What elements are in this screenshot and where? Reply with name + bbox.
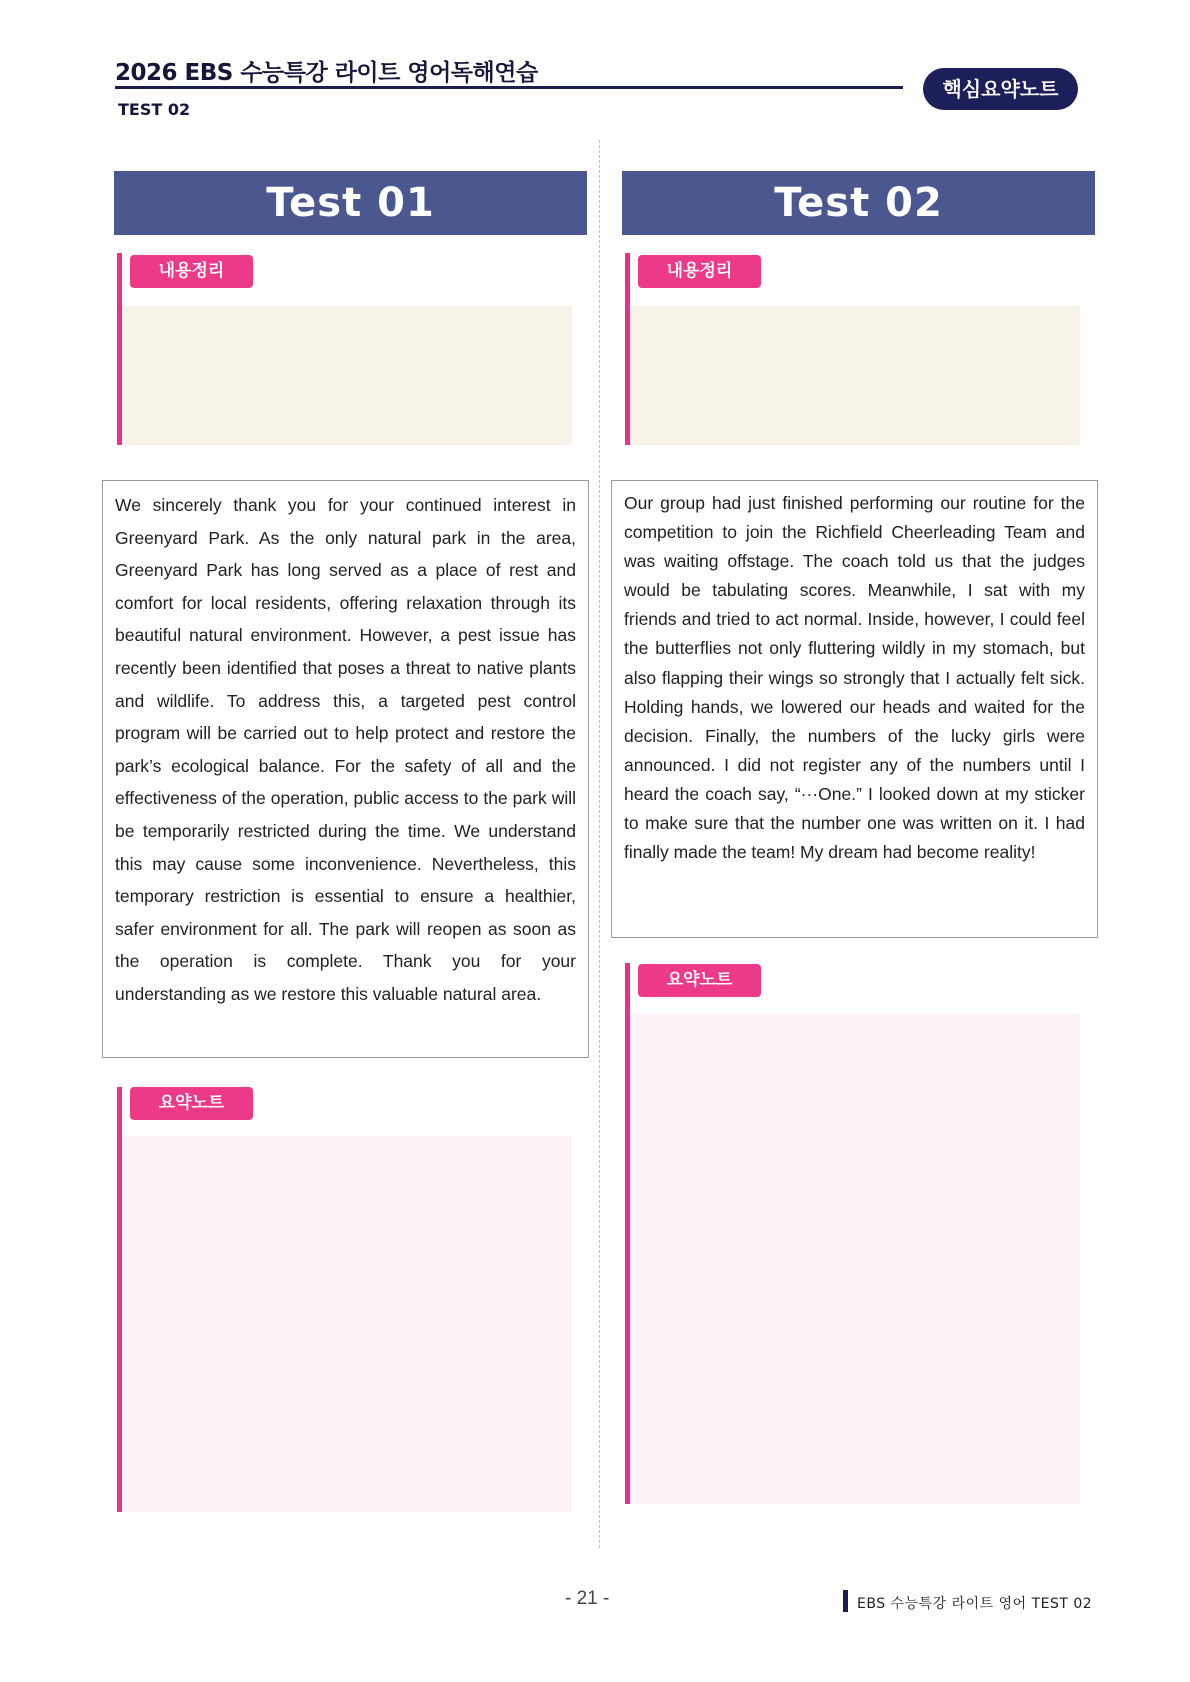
column-divider (599, 140, 600, 1548)
notes-label: 요약노트 (130, 1087, 253, 1120)
notes-label: 요약노트 (638, 964, 761, 997)
footer-accent-bar (843, 1590, 848, 1612)
passage-test-02 (611, 480, 1098, 938)
summary-box (630, 306, 1080, 445)
notes-box (630, 1014, 1080, 1504)
notes-box (122, 1136, 572, 1512)
summary-label: 내용정리 (638, 255, 761, 288)
page-number: - 21 - (565, 1588, 610, 1609)
summary-box (122, 306, 572, 445)
test-02-banner: Test 02 (622, 171, 1095, 235)
passage-text: Our group had just finished performing our routine for the competition to join the Richfield Cheerleading Team and was waiting offstage. The coach told us that the judges would be tabulating scores. Meanwhile, I sat with my friends and tried to act normal. Inside, however, I could feel the butterflies not only fluttering wildly in my stomach, but also flapping their wings so strongly that I actually felt sick. Holding hands, we lowered our heads and waited for the decision. Finally, the numbers of the lucky girls were announced. I did not register any of the numbers until I heard the coach say, “···One.” I looked down at my sticker to make sure that the number one was written on it. I had finally made the team! My dream had become reality! (624, 493, 1085, 863)
summary-note-badge: 핵심요약노트 (923, 68, 1078, 110)
summary-label: 내용정리 (130, 255, 253, 288)
header-rule (115, 86, 903, 89)
test-01-banner: Test 01 (114, 171, 587, 235)
footer-book-title: EBS 수능특강 라이트 영어 TEST 02 (857, 1596, 1093, 1612)
document-title: 2026 EBS 수능특강 라이트 영어독해연습 (115, 60, 538, 86)
test-label: TEST 02 (118, 100, 191, 119)
passage-text: We sincerely thank you for your continued interest in Greenyard Park. As the only natural park in the area, Greenyard Park has long served as a place of rest and comfort for local residents, offering relaxation through its beautiful natural environment. However, a pest issue has recently been identified that poses a threat to native plants and wildlife. To address this, a targeted pest control program will be carried out to help protect and restore the park’s ecological balance. For the safety of all and the effectiveness of the operation, public access to the park will be temporarily restricted during the time. We understand this may cause some inconvenience. Nevertheless, this temporary restriction is essential to ensure a healthier, safer environment for all. The park will reopen as soon as the operation is complete. Thank you for your understanding as we restore this valuable natural area. (115, 495, 576, 1004)
passage-test-01 (102, 480, 589, 1058)
